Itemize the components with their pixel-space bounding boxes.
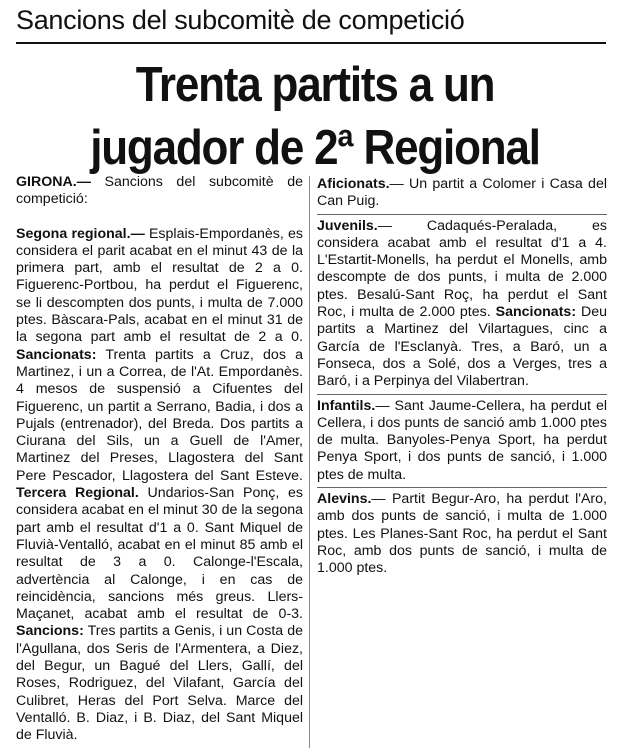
tercera-sancions-label: Sancions: [16,623,84,640]
article-column-left [16,174,303,745]
segona-label: Segona regional.— [16,225,145,242]
infantils-text: — Sant Jaume-Cellera, ha perdut el Cellera, i dos punts de sanció amb 1.000 ptes de multa. Banyoles-Penya Sport, ha perdut Penya Sport, i dos punts de sanció, i 1.000 ptes de multa. [317,397,607,483]
right-continuation [317,176,607,211]
intro-text: Sancions del subcomitè de competició: [16,174,303,208]
top-rule [16,42,606,44]
tercera-text-2: Tres partits a Genis, i un Costa de l'Agullana, dos Seris de l'Armentera, a Diez, del Begur, un Bagué del Llers, Gallí, del Roses, Rodriguez, del Vilafant, García del Culibret, Heras del Port Selva. Marce del Ventalló. B. Diaz, i B. Diaz, del Sant Miquel de Fluvià. [16,623,303,744]
intro-paragraph [16,174,303,209]
aficionats-text: — Un partit a Colomer i Casa del Can Puig. [317,176,607,210]
segona-paragraph [16,226,303,745]
aficionats-label: Aficionats. [317,176,390,192]
alevins-text: — Partit Begur-Aro, ha perdut l'Aro, amb dos punts de sanció, i multa de 1.000 ptes. Les Planes-Sant Roc, ha perdut el Sant Roc, amb dos punts de sanció, i multa de 1.000 ptes. [317,491,607,577]
column-separator [309,176,310,748]
divider-alevins [317,487,607,488]
juvenils-sancionats-label: Sancionats: [495,304,577,321]
alevins-label: Alevins. [317,491,372,508]
juvenils-paragraph [317,218,607,391]
headline-line-1: Trenta partits a un [135,57,495,113]
article-column-right [317,176,607,578]
alevins-paragraph [317,491,607,577]
infantils-paragraph [317,398,607,484]
headline [20,54,610,179]
tercera-text-1: Undarios-San Ponç, es considera acabat en el minut 30 de la segona part amb el resultat d'1 a 0. Sant Miquel de Fluvià-Ventalló, acabat en el minut 85 amb el resultat de 3 a 0. Calonge-l'Escala, advertència al Calonge, i en cas de reincidència, sancions més greus. Llers-Maçanet, acabat amb el resultat de 0-3. [16,485,303,623]
segona-sancionats-label: Sancionats: [16,346,97,363]
juvenils-text-1: — Cadaqués-Peralada, es considera acabat amb el resultat d'1 a 4. L'Estartit-Monells, ha perdut el Monells, amb descompte de dos punts, i multa de 2.000 ptes. Besalú-Sant Roç, ha perdut el Sant Roc, i multa de 2.000 ptes. [317,217,607,321]
juvenils-text-2: Deu partits a Martinez del Vilartagues, cinc a García de l'Esclanyà. Tres, a Baró, un a Fonseca, dos a Solé, dos a Verges, tres a Baró, i a Perpinya del Vilabertran. [317,304,607,390]
segona-text-1: Esplais-Empordanès, es considera el parit acabat en el minut 43 de la primera part, amb el resultat de 2 a 0. Figuerenc-Portbou, ha perdut el Figuerenc, se li descompten dos punts, i multa de 7.000 ptes. Bàscara-Pals, acabat en el minut 31 de la segona part amb el resultat de 2 a 0. [16,225,303,346]
headline-line-2: jugador de 2ª Regional [90,120,540,175]
section-kicker: Sancions del subcomitè de competició [16,5,465,35]
tercera-label: Tercera Regional. [16,485,139,502]
infantils-label: Infantils. [317,397,376,414]
dateline: GIRONA.— [16,174,91,190]
segona-text-2: Trenta partits a Cruz, dos a Martinez, i un a Correa, de l'At. Empordanès. 4 mesos de suspensió a Cifuentes del Figuerenc, un partit a Serrano, Badia, i dos a Pujals (entrenador), del Breda. Dos partits a Ciurana del Sils, un a Guell de l'Amer, Martinez del Preses, Llagostera del Sant Pere Pescador, Llagostera del Sant Esteve. [16,346,303,484]
divider-juvenils [317,214,607,215]
juvenils-label: Juvenils. [317,217,378,234]
divider-infantils [317,394,607,395]
